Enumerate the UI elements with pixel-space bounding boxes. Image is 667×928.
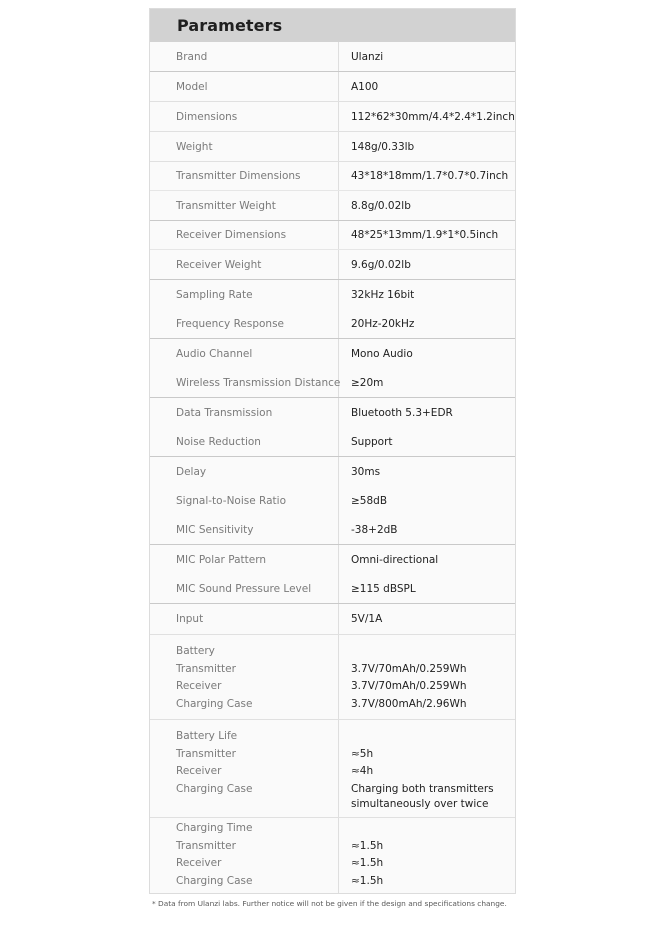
spec-label: Transmitter Weight: [150, 191, 339, 220]
spec-value: ≥20m: [351, 376, 384, 389]
spec-value: 148g/0.33lb: [351, 140, 415, 153]
spec-row-transmitter-dimensions: [150, 162, 515, 191]
spec-label: Brand: [150, 42, 339, 71]
charging-time-label-transmitter: Transmitter: [176, 839, 236, 852]
spec-row-mic-spl: [150, 574, 515, 603]
battery-value-charging-case: 3.7V/800mAh/2.96Wh: [351, 697, 467, 710]
spec-row-brand: [150, 42, 515, 71]
battery-label-transmitter: Transmitter: [176, 662, 236, 675]
spec-value: 5V/1A: [351, 613, 383, 625]
spec-row-mic-polar-pattern: [150, 545, 515, 574]
spec-label: Delay: [150, 457, 339, 486]
battery-life-title-spacer: [351, 728, 515, 746]
spec-group-channel-distance: [150, 339, 515, 398]
spec-label: Wireless Transmission Distance: [150, 368, 339, 397]
spec-label: Model: [150, 72, 339, 101]
spec-label: Signal-to-Noise Ratio: [150, 486, 339, 515]
spec-group-receiver: [150, 221, 515, 280]
spec-label: Frequency Response: [150, 309, 339, 338]
spec-label: Audio Channel: [150, 339, 339, 368]
spec-row-audio-channel: [150, 339, 515, 368]
battery-life-values: [339, 720, 515, 817]
spec-label: MIC Polar Pattern: [150, 545, 339, 574]
spec-value: 112*62*30mm/4.4*2.4*1.2inch: [351, 110, 515, 123]
spec-group-battery-life: [150, 720, 515, 818]
spec-group-mic: [150, 545, 515, 604]
spec-label: Receiver Weight: [150, 250, 339, 279]
spec-group-audio-quality: [150, 280, 515, 339]
spec-row-delay: [150, 457, 515, 486]
spec-group-charging-time: [150, 818, 515, 893]
spec-value: Omni-directional: [351, 553, 439, 566]
spec-value: Bluetooth 5.3+EDR: [351, 406, 453, 419]
spec-value: 48*25*13mm/1.9*1*0.5inch: [351, 229, 499, 241]
battery-values: [339, 635, 515, 719]
spec-group-dimensions: [150, 102, 515, 132]
charging-time-values: [339, 818, 515, 893]
spec-row-sampling-rate: [150, 280, 515, 309]
spec-group-transmission: [150, 398, 515, 457]
spec-value: Ulanzi: [351, 50, 384, 63]
battery-life-label-charging-case: Charging Case: [176, 782, 253, 795]
spec-value: Mono Audio: [351, 347, 413, 360]
spec-label: Data Transmission: [150, 398, 339, 427]
spec-label: Noise Reduction: [150, 427, 339, 456]
charging-time-value-transmitter: ≈1.5h: [351, 839, 384, 852]
spec-row-dimensions: [150, 102, 515, 131]
spec-value: 9.6g/0.02lb: [351, 258, 411, 271]
charging-time-label-charging-case: Charging Case: [176, 874, 253, 887]
battery-life-label-transmitter: Transmitter: [176, 747, 236, 760]
battery-life-label-receiver: Receiver: [176, 765, 222, 777]
spec-group-battery: [150, 635, 515, 720]
battery-life-value-transmitter: ≈5h: [351, 747, 374, 760]
spec-label: Sampling Rate: [150, 280, 339, 309]
spec-group-model: [150, 72, 515, 102]
spec-label: Transmitter Dimensions: [150, 162, 339, 190]
battery-life-title: Battery Life: [176, 730, 238, 742]
spec-row-input: [150, 604, 515, 634]
spec-label: Input: [150, 604, 339, 634]
spec-row-frequency-response: [150, 309, 515, 338]
charging-time-title: Charging Time: [176, 822, 253, 834]
battery-life-value-charging-case: Charging both transmitters simultaneously over twice: [351, 782, 494, 810]
table-title: Parameters: [177, 16, 283, 35]
spec-row-receiver-weight: [150, 250, 515, 279]
charging-time-title-spacer: [351, 820, 515, 838]
spec-group-input: [150, 604, 515, 635]
charging-time-value-charging-case: ≈1.5h: [351, 874, 384, 887]
spec-value: 43*18*18mm/1.7*0.7*0.7inch: [351, 170, 509, 182]
spec-group-weight: [150, 132, 515, 162]
spec-value: -38+2dB: [351, 523, 398, 536]
spec-value: A100: [351, 80, 379, 93]
spec-label: Receiver Dimensions: [150, 221, 339, 249]
spec-value: ≥115 dBSPL: [351, 582, 416, 595]
spec-label: Dimensions: [150, 102, 339, 131]
battery-life-labels: [150, 720, 339, 817]
spec-group-signal: [150, 457, 515, 545]
battery-title: Battery: [176, 645, 215, 657]
spec-row-transmission-distance: [150, 368, 515, 397]
charging-time-labels: [150, 818, 339, 893]
spec-group-transmitter: [150, 162, 515, 221]
spec-value: 20Hz-20kHz: [351, 317, 415, 330]
spec-value: 30ms: [351, 465, 381, 478]
spec-row-model: [150, 72, 515, 101]
battery-value-transmitter: 3.7V/70mAh/0.259Wh: [351, 662, 467, 675]
spec-row-data-transmission: [150, 398, 515, 427]
spec-value: 8.8g/0.02lb: [351, 199, 411, 212]
spec-row-mic-sensitivity: [150, 515, 515, 544]
spec-row-receiver-dimensions: [150, 221, 515, 250]
battery-labels: [150, 635, 339, 719]
spec-label: MIC Sound Pressure Level: [150, 574, 339, 603]
spec-row-transmitter-weight: [150, 191, 515, 220]
spec-value: Support: [351, 435, 393, 448]
spec-value: ≥58dB: [351, 494, 388, 507]
battery-label-charging-case: Charging Case: [176, 697, 253, 710]
battery-title-spacer: [351, 643, 515, 661]
charging-time-label-receiver: Receiver: [176, 857, 222, 869]
battery-life-value-receiver: ≈4h: [351, 765, 374, 777]
spec-label: MIC Sensitivity: [150, 515, 339, 544]
parameters-table: [149, 8, 516, 894]
battery-value-receiver: 3.7V/70mAh/0.259Wh: [351, 680, 467, 692]
battery-label-receiver: Receiver: [176, 680, 222, 692]
charging-time-value-receiver: ≈1.5h: [351, 857, 384, 869]
table-header: [150, 9, 515, 42]
spec-value: 32kHz 16bit: [351, 288, 415, 301]
spec-row-snr: [150, 486, 515, 515]
spec-row-weight: [150, 132, 515, 161]
spec-group-brand: [150, 42, 515, 72]
footnote: * Data from Ulanzi labs. Further notice will not be given if the design and specifications change.: [152, 899, 507, 908]
spec-row-noise-reduction: [150, 427, 515, 456]
spec-label: Weight: [150, 132, 339, 161]
